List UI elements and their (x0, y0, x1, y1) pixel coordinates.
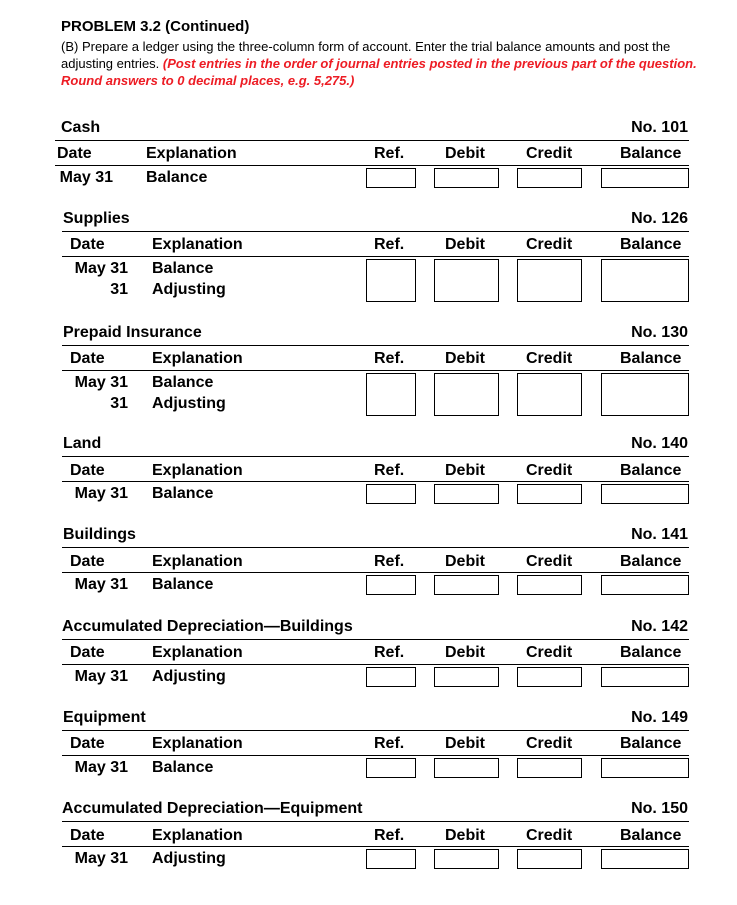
debit-input-box[interactable] (434, 849, 499, 869)
ref-input-box[interactable] (366, 484, 416, 504)
account-name: Supplies (63, 210, 130, 227)
column-header-credit: Credit (526, 236, 573, 253)
column-header-credit: Credit (526, 462, 573, 479)
debit-input-box[interactable] (434, 373, 499, 416)
ledger-account (0, 323, 737, 413)
entry-explanation: Adjusting (152, 668, 226, 685)
account-name: Cash (61, 119, 101, 136)
account-number: No. 142 (631, 618, 688, 635)
debit-input-box[interactable] (434, 575, 499, 595)
credit-input-box[interactable] (517, 575, 582, 595)
column-header-ref: Ref. (374, 462, 405, 479)
column-header-explanation: Explanation (152, 462, 243, 479)
entry-date: May 31 (74, 485, 128, 502)
account-name: Buildings (63, 526, 136, 543)
entry-explanation: Adjusting (152, 395, 226, 412)
account-number: No. 149 (631, 709, 688, 726)
account-number: No. 150 (631, 800, 688, 817)
balance-input-box[interactable] (601, 667, 689, 687)
column-header-credit: Credit (526, 145, 573, 162)
ledger-account (0, 617, 737, 707)
header-bottom-rule (55, 165, 689, 166)
entry-explanation: Adjusting (152, 281, 226, 298)
column-header-ref: Ref. (374, 553, 405, 570)
column-header-date: Date (70, 462, 105, 479)
entry-explanation: Balance (152, 260, 214, 277)
credit-input-box[interactable] (517, 168, 582, 188)
header-bottom-rule (62, 481, 689, 482)
header-bottom-rule (62, 256, 689, 257)
account-name: Land (63, 435, 102, 452)
balance-input-box[interactable] (601, 575, 689, 595)
entry-date: 31 (110, 281, 128, 298)
header-bottom-rule (62, 370, 689, 371)
ref-input-box[interactable] (366, 849, 416, 869)
column-header-debit: Debit (445, 644, 485, 661)
ledger-account (0, 799, 737, 889)
column-header-debit: Debit (445, 735, 485, 752)
header-bottom-rule (62, 572, 689, 573)
column-header-explanation: Explanation (152, 350, 243, 367)
header-top-rule (62, 821, 689, 822)
column-header-ref: Ref. (374, 735, 405, 752)
column-header-balance: Balance (620, 827, 682, 844)
column-header-date: Date (70, 236, 105, 253)
column-header-credit: Credit (526, 350, 573, 367)
column-header-balance: Balance (620, 350, 682, 367)
column-header-debit: Debit (445, 145, 485, 162)
header-top-rule (62, 456, 689, 457)
column-header-debit: Debit (445, 553, 485, 570)
entry-date: May 31 (74, 260, 128, 277)
instruction-text: (B) Prepare a ledger using the three-column form of account. Enter the trial balance amounts and post the adjusting entries. (61, 39, 671, 71)
debit-input-box[interactable] (434, 484, 499, 504)
balance-input-box[interactable] (601, 259, 689, 302)
column-header-date: Date (70, 553, 105, 570)
column-header-explanation: Explanation (152, 735, 243, 752)
column-header-explanation: Explanation (152, 644, 243, 661)
entry-explanation: Balance (152, 485, 214, 502)
column-header-balance: Balance (620, 462, 682, 479)
entry-explanation: Adjusting (152, 850, 226, 867)
header-top-rule (62, 547, 689, 548)
column-header-date: Date (70, 827, 105, 844)
problem-instructions (61, 38, 721, 89)
debit-input-box[interactable] (434, 259, 499, 302)
column-header-credit: Credit (526, 827, 573, 844)
column-header-ref: Ref. (374, 145, 405, 162)
ref-input-box[interactable] (366, 168, 416, 188)
entry-date: 31 (110, 395, 128, 412)
column-header-ref: Ref. (374, 827, 405, 844)
balance-input-box[interactable] (601, 758, 689, 778)
problem-title: PROBLEM 3.2 (Continued) (61, 18, 250, 35)
entry-date: May 31 (74, 668, 128, 685)
header-top-rule (62, 231, 689, 232)
column-header-explanation: Explanation (146, 145, 237, 162)
debit-input-box[interactable] (434, 168, 499, 188)
column-header-debit: Debit (445, 827, 485, 844)
instruction-note: (Post entries in the order of journal entries posted in the previous part of the question. Round answers to 0 decimal places, e.g. 5,275.) (61, 56, 697, 88)
credit-input-box[interactable] (517, 667, 582, 687)
header-top-rule (62, 730, 689, 731)
ledger-account (0, 118, 737, 208)
ref-input-box[interactable] (366, 575, 416, 595)
entry-date: May 31 (59, 169, 113, 186)
header-bottom-rule (62, 755, 689, 756)
balance-input-box[interactable] (601, 373, 689, 416)
header-bottom-rule (62, 664, 689, 665)
column-header-credit: Credit (526, 735, 573, 752)
entry-date: May 31 (74, 850, 128, 867)
entry-explanation: Balance (152, 576, 214, 593)
header-top-rule (62, 345, 689, 346)
column-header-balance: Balance (620, 236, 682, 253)
account-number: No. 101 (631, 119, 688, 136)
credit-input-box[interactable] (517, 259, 582, 302)
column-header-debit: Debit (445, 350, 485, 367)
account-name: Accumulated Depreciation—Equipment (62, 800, 363, 817)
column-header-debit: Debit (445, 462, 485, 479)
account-name: Equipment (63, 709, 146, 726)
column-header-balance: Balance (620, 735, 682, 752)
credit-input-box[interactable] (517, 484, 582, 504)
balance-input-box[interactable] (601, 484, 689, 504)
account-number: No. 126 (631, 210, 688, 227)
header-top-rule (62, 639, 689, 640)
ledger-account (0, 708, 737, 798)
balance-input-box[interactable] (601, 849, 689, 869)
ref-input-box[interactable] (366, 259, 416, 302)
entry-date: May 31 (74, 759, 128, 776)
entry-explanation: Balance (152, 374, 214, 391)
column-header-explanation: Explanation (152, 827, 243, 844)
account-name: Prepaid Insurance (63, 324, 202, 341)
entry-date: May 31 (74, 374, 128, 391)
ledger-account (0, 525, 737, 615)
debit-input-box[interactable] (434, 758, 499, 778)
credit-input-box[interactable] (517, 849, 582, 869)
column-header-balance: Balance (620, 145, 682, 162)
balance-input-box[interactable] (601, 168, 689, 188)
column-header-explanation: Explanation (152, 236, 243, 253)
column-header-date: Date (70, 350, 105, 367)
column-header-credit: Credit (526, 553, 573, 570)
credit-input-box[interactable] (517, 373, 582, 416)
credit-input-box[interactable] (517, 758, 582, 778)
column-header-balance: Balance (620, 553, 682, 570)
column-header-ref: Ref. (374, 644, 405, 661)
account-number: No. 140 (631, 435, 688, 452)
ref-input-box[interactable] (366, 758, 416, 778)
problem-header (61, 18, 721, 89)
ref-input-box[interactable] (366, 373, 416, 416)
account-number: No. 141 (631, 526, 688, 543)
column-header-explanation: Explanation (152, 553, 243, 570)
column-header-balance: Balance (620, 644, 682, 661)
column-header-credit: Credit (526, 644, 573, 661)
ledger-account (0, 434, 737, 524)
account-number: No. 130 (631, 324, 688, 341)
ledger-account (0, 209, 737, 299)
column-header-date: Date (70, 735, 105, 752)
account-name: Accumulated Depreciation—Buildings (62, 618, 353, 635)
column-header-ref: Ref. (374, 350, 405, 367)
header-bottom-rule (62, 846, 689, 847)
debit-input-box[interactable] (434, 667, 499, 687)
ref-input-box[interactable] (366, 667, 416, 687)
column-header-date: Date (57, 145, 92, 162)
header-top-rule (55, 140, 689, 141)
entry-date: May 31 (74, 576, 128, 593)
column-header-ref: Ref. (374, 236, 405, 253)
entry-explanation: Balance (152, 759, 214, 776)
column-header-debit: Debit (445, 236, 485, 253)
entry-explanation: Balance (146, 169, 208, 186)
column-header-date: Date (70, 644, 105, 661)
